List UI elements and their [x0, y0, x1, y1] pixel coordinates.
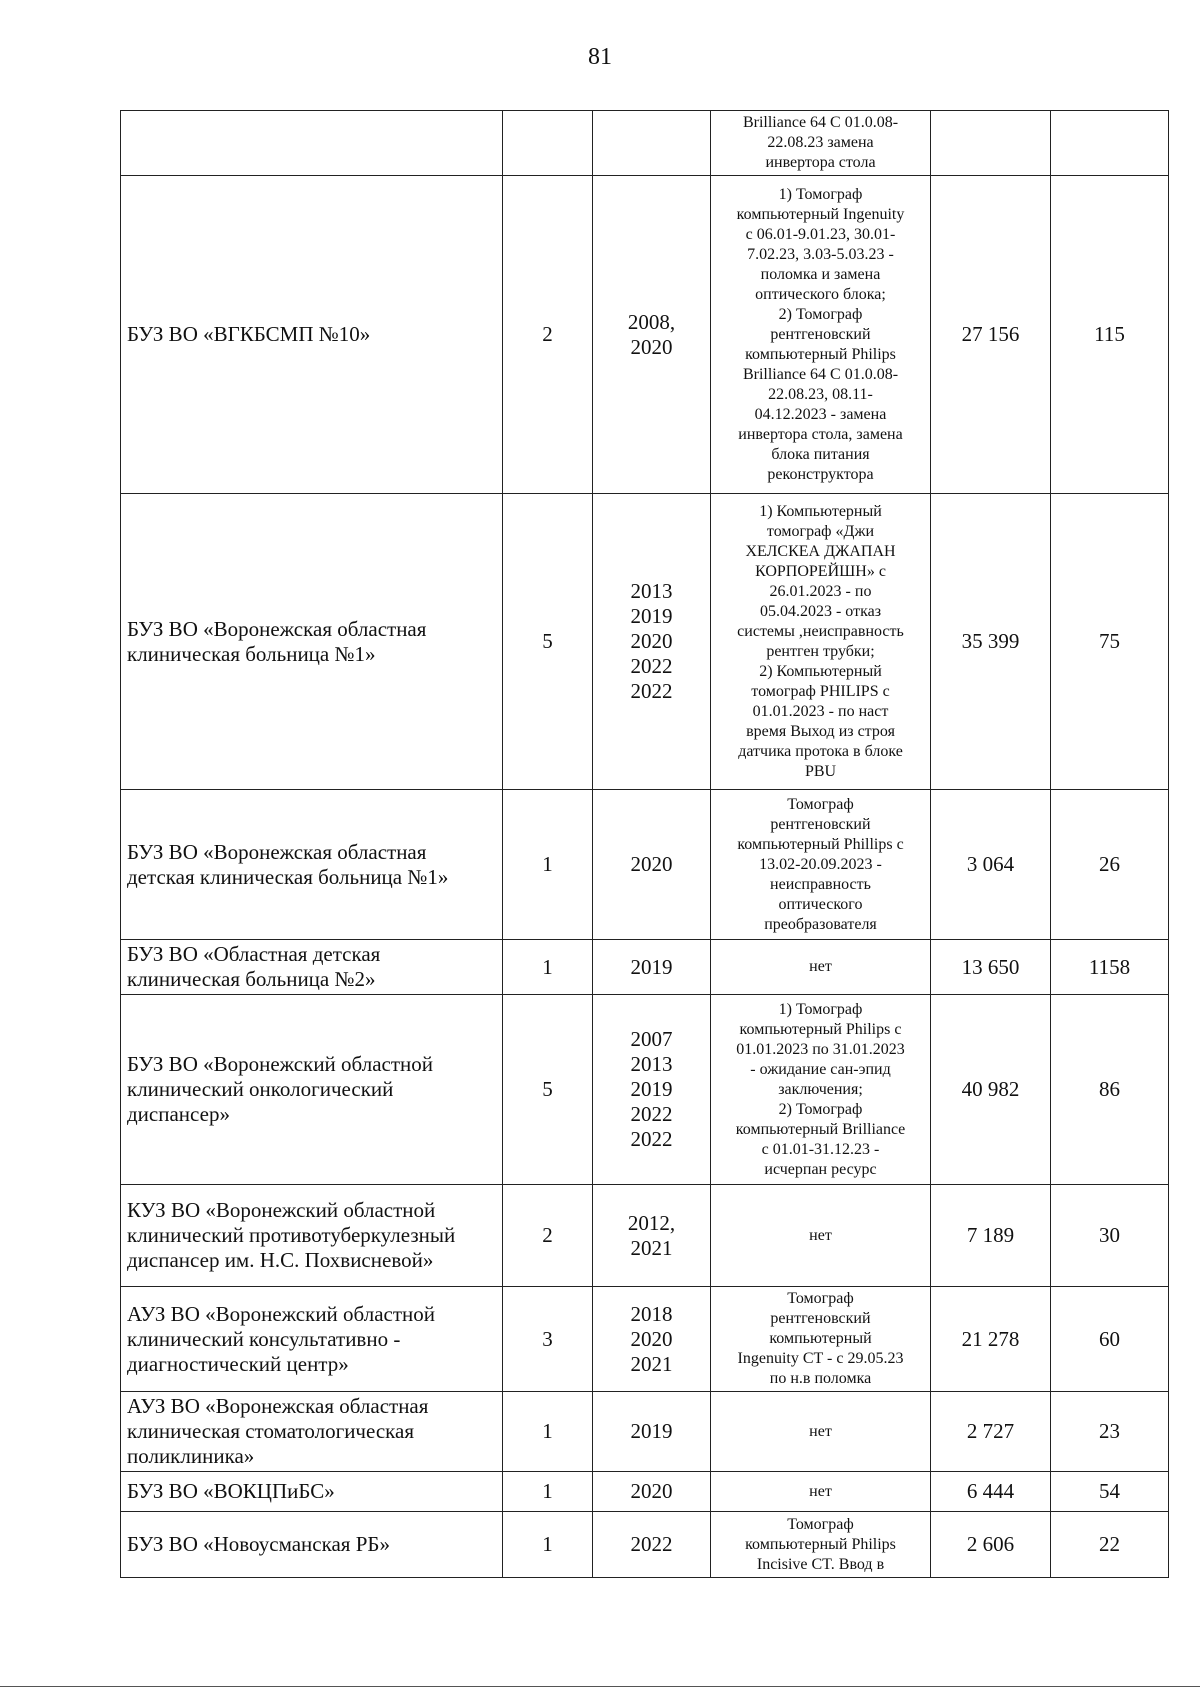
per-unit-cell: 54: [1051, 1472, 1169, 1512]
device-count-cell: 1: [503, 1472, 593, 1512]
install-years-cell: 2019: [593, 1392, 711, 1472]
organization-cell: [121, 111, 503, 176]
install-years-cell: 2022: [593, 1512, 711, 1578]
organization-cell: БУЗ ВО «Воронежский областной клинический онкологический диспансер»: [121, 995, 503, 1185]
device-count-cell: 2: [503, 176, 593, 494]
organization-cell: АУЗ ВО «Воронежский областной клинический консультативно - диагностический центр»: [121, 1287, 503, 1392]
page-number: 81: [588, 44, 612, 70]
device-count-cell: 1: [503, 1512, 593, 1578]
total-studies-cell: 13 650: [931, 940, 1051, 995]
install-years-cell: [593, 111, 711, 176]
per-unit-cell: 26: [1051, 790, 1169, 940]
total-studies-cell: 7 189: [931, 1185, 1051, 1287]
downtime-cell: нет: [711, 1472, 931, 1512]
organization-cell: БУЗ ВО «Воронежская областная детская клиническая больница №1»: [121, 790, 503, 940]
equipment-table: [120, 110, 1169, 1578]
install-years-cell: 2012, 2021: [593, 1185, 711, 1287]
per-unit-cell: 115: [1051, 176, 1169, 494]
table-row: [121, 1512, 1169, 1578]
table-row: [121, 1185, 1169, 1287]
install-years-cell: 2020: [593, 1472, 711, 1512]
per-unit-cell: 30: [1051, 1185, 1169, 1287]
table-row: [121, 111, 1169, 176]
device-count-cell: 1: [503, 1392, 593, 1472]
table-row: [121, 1287, 1169, 1392]
per-unit-cell: 23: [1051, 1392, 1169, 1472]
downtime-cell: Томограф компьютерный Philips Incisive CT. Ввод в: [711, 1512, 931, 1578]
organization-cell: БУЗ ВО «ВГКБСМП №10»: [121, 176, 503, 494]
organization-cell: КУЗ ВО «Воронежский областной клинический противотуберкулезный диспансер им. Н.С. Похвисневой»: [121, 1185, 503, 1287]
per-unit-cell: 86: [1051, 995, 1169, 1185]
per-unit-cell: 1158: [1051, 940, 1169, 995]
install-years-cell: 2018 2020 2021: [593, 1287, 711, 1392]
install-years-cell: 2013 2019 2020 2022 2022: [593, 494, 711, 790]
downtime-cell: 1) Томограф компьютерный Philips с 01.01.2023 по 31.01.2023 - ожидание сан-эпид заключения; 2) Томограф компьютерный Brilliance с 01.01-31.12.23 - исчерпан ресурс: [711, 995, 931, 1185]
device-count-cell: 5: [503, 494, 593, 790]
downtime-cell: Томограф рентгеновский компьютерный Ingenuity CT - с 29.05.23 по н.в поломка: [711, 1287, 931, 1392]
total-studies-cell: 21 278: [931, 1287, 1051, 1392]
table-row: [121, 1472, 1169, 1512]
table-row: [121, 790, 1169, 940]
per-unit-cell: 22: [1051, 1512, 1169, 1578]
downtime-cell: Brilliance 64 С 01.0.08- 22.08.23 замена инвертора стола: [711, 111, 931, 176]
downtime-cell: нет: [711, 940, 931, 995]
total-studies-cell: 2 727: [931, 1392, 1051, 1472]
downtime-cell: нет: [711, 1185, 931, 1287]
total-studies-cell: 3 064: [931, 790, 1051, 940]
table-row: [121, 940, 1169, 995]
total-studies-cell: 40 982: [931, 995, 1051, 1185]
device-count-cell: 1: [503, 790, 593, 940]
per-unit-cell: 60: [1051, 1287, 1169, 1392]
per-unit-cell: 75: [1051, 494, 1169, 790]
total-studies-cell: 6 444: [931, 1472, 1051, 1512]
table-row: [121, 995, 1169, 1185]
downtime-cell: нет: [711, 1392, 931, 1472]
total-studies-cell: 35 399: [931, 494, 1051, 790]
table-row: [121, 176, 1169, 494]
downtime-cell: 1) Компьютерный томограф «Джи ХЕЛСКЕА ДЖАПАН КОРПОРЕЙШН» с 26.01.2023 - по 05.04.2023 - отказ системы ,неисправность рентген трубки; 2) Компьютерный томограф PHILIPS с 01.01.2023 - по наст время Выход из строя датчика протока в блоке PBU: [711, 494, 931, 790]
total-studies-cell: [931, 111, 1051, 176]
page-bottom-rule: [0, 1686, 1200, 1687]
device-count-cell: [503, 111, 593, 176]
organization-cell: БУЗ ВО «Областная детская клиническая больница №2»: [121, 940, 503, 995]
install-years-cell: 2008, 2020: [593, 176, 711, 494]
organization-cell: БУЗ ВО «Новоусманская РБ»: [121, 1512, 503, 1578]
device-count-cell: 2: [503, 1185, 593, 1287]
install-years-cell: 2019: [593, 940, 711, 995]
device-count-cell: 5: [503, 995, 593, 1185]
total-studies-cell: 2 606: [931, 1512, 1051, 1578]
device-count-cell: 3: [503, 1287, 593, 1392]
organization-cell: БУЗ ВО «Воронежская областная клиническая больница №1»: [121, 494, 503, 790]
organization-cell: АУЗ ВО «Воронежская областная клиническая стоматологическая поликлиника»: [121, 1392, 503, 1472]
downtime-cell: Томограф рентгеновский компьютерный Phillips с 13.02-20.09.2023 - неисправность оптического преобразователя: [711, 790, 931, 940]
install-years-cell: 2020: [593, 790, 711, 940]
downtime-cell: 1) Томограф компьютерный Ingenuity с 06.01-9.01.23, 30.01- 7.02.23, 3.03-5.03.23 - поломка и замена оптического блока; 2) Томограф рентгеновский компьютерный Philips Brilliance 64 С 01.0.08- 22.08.23, 08.11- 04.12.2023 - замена инвертора стола, замена блока питания реконструктора: [711, 176, 931, 494]
table-row: [121, 494, 1169, 790]
install-years-cell: 2007 2013 2019 2022 2022: [593, 995, 711, 1185]
organization-cell: БУЗ ВО «ВОКЦПиБС»: [121, 1472, 503, 1512]
per-unit-cell: [1051, 111, 1169, 176]
device-count-cell: 1: [503, 940, 593, 995]
table-row: [121, 1392, 1169, 1472]
total-studies-cell: 27 156: [931, 176, 1051, 494]
